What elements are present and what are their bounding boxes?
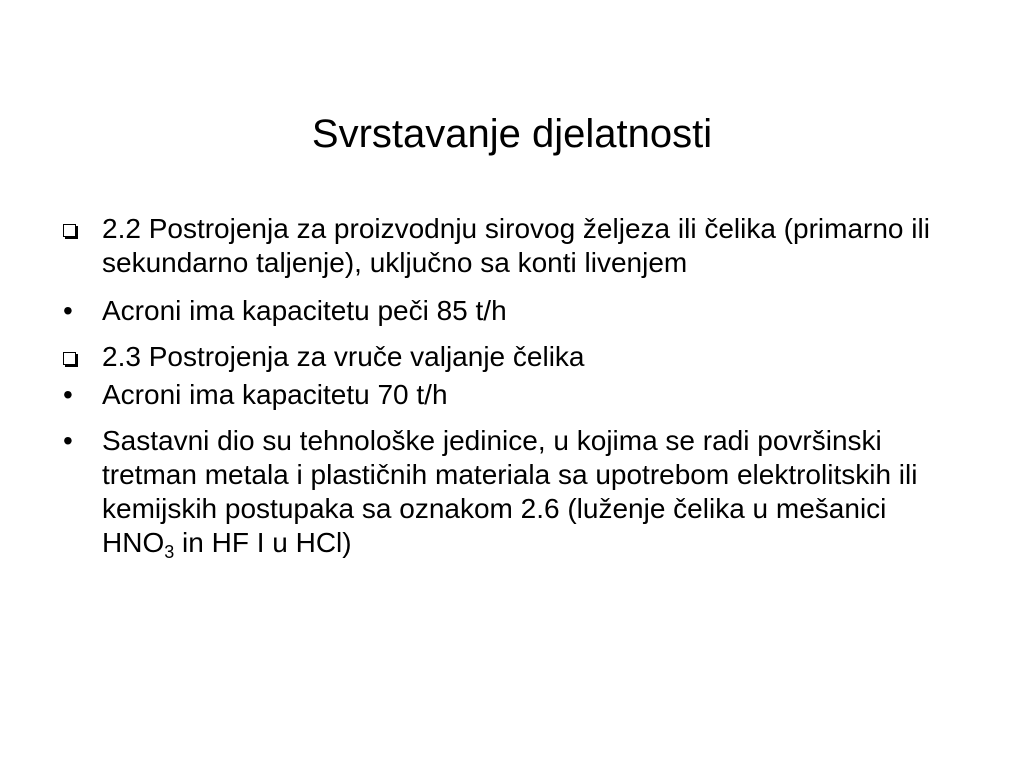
round-bullet-icon [60, 294, 102, 328]
list-item-surface-treatment [60, 424, 960, 560]
list-item-text: 2.3 Postrojenja za vruče valjanje čelika [102, 341, 585, 372]
list-item-rolling-capacity [60, 378, 960, 412]
square-bullet-icon [60, 340, 102, 374]
list-item-text-after: in HF I u HCl) [174, 527, 352, 558]
slide-title: Svrstavanje djelatnosti [311, 112, 713, 156]
round-bullet-icon [60, 424, 102, 458]
list-item-2-2 [60, 212, 960, 280]
chemical-subscript: 3 [164, 542, 175, 562]
square-bullet-icon [60, 212, 102, 246]
list-item-text-before: Sastavni dio su tehnološke jedinice, u kojima se radi površinski tretman metala i plastičnih materiala sa upotrebom elektrolitskih ili kemijskih postupaka sa oznakom 2.6 (luženje čelika u mešanici HNO [102, 425, 918, 558]
list-item-text [102, 425, 918, 562]
round-bullet-icon [60, 378, 102, 412]
bullet-list [60, 212, 960, 560]
list-item-text: Acroni ima kapacitetu 70 t/h [102, 379, 448, 410]
list-item-text: 2.2 Postrojenja za proizvodnju sirovog željeza ili čelika (primarno ili sekundarno taljenje), uključno sa konti livenjem [102, 213, 930, 278]
list-item-furnace-capacity [60, 294, 960, 328]
list-item-2-3 [60, 340, 960, 374]
list-item-text: Acroni ima kapacitetu peči 85 t/h [102, 295, 507, 326]
